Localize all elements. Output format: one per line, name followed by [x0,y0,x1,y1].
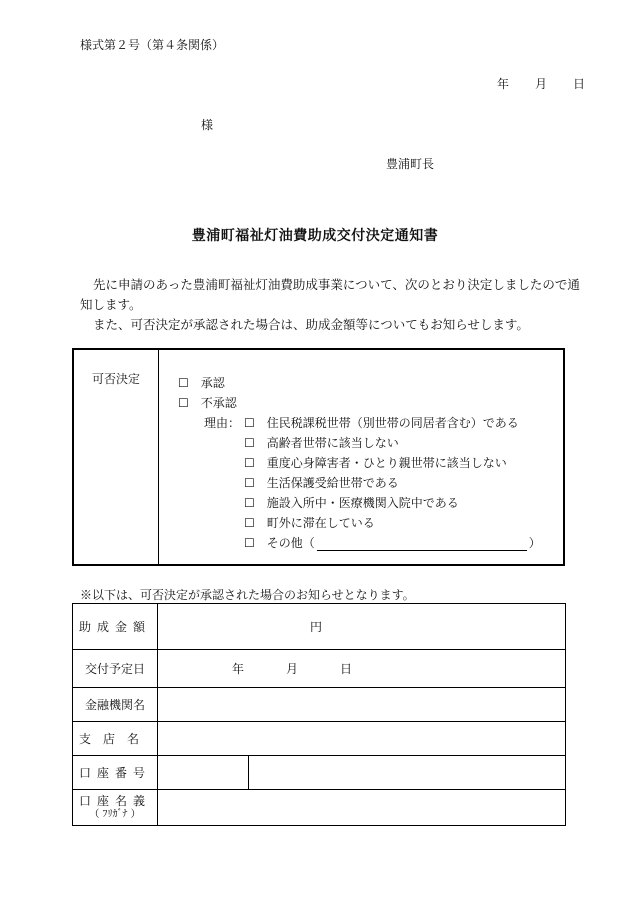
bank-field[interactable] [158,688,566,722]
reason-text-5: 町外に滞在している [266,516,375,530]
checkbox-reason-0[interactable]: ☐ [244,416,255,430]
checkbox-reason-5[interactable]: ☐ [244,516,255,530]
decision-box [72,348,565,566]
branch-field[interactable] [158,722,566,756]
reason-other-input[interactable] [317,538,527,551]
decision-label: 可否決定 [92,372,141,386]
reason-text-3: 生活保護受給世帯である [266,476,399,490]
account-number-field-b[interactable] [249,756,566,790]
reason-row-0[interactable] [204,414,519,431]
checkbox-reason-other[interactable]: ☐ [244,536,255,550]
option-rejected-label: 不承認 [200,396,237,410]
schedule-field[interactable] [158,650,566,688]
amount-unit: 円 [310,620,323,634]
reason-text-1: 高齢者世帯に該当しない [266,436,399,450]
document-title: 豊浦町福祉灯油費助成交付決定通知書 [191,228,439,244]
date-year: 年 [497,77,510,91]
branch-label: 支店名 [73,722,158,756]
row-schedule [73,650,566,688]
approval-note: ※以下は、可否決定が承認された場合のお知らせとなります。 [80,588,415,602]
form-number: 様式第２号（第４条関係） [80,38,225,52]
checkbox-reason-4[interactable]: ☐ [244,496,255,510]
checkbox-approved[interactable]: ☐ [178,376,189,390]
reason-row-3[interactable] [244,474,399,491]
checkbox-reason-3[interactable]: ☐ [244,476,255,490]
row-branch [73,722,566,756]
body-paragraph-1: 先に申請のあった豊浦町福祉灯油費助成事業について、次のとおり決定しましたので通知します。 [80,277,580,312]
reason-row-1[interactable] [244,434,399,451]
account-name-label-text: 口座名義 [78,793,151,808]
issuer: 豊浦町長 [386,157,435,171]
reason-text-4: 施設入所中・医療機関入院中である [266,496,459,510]
amount-field[interactable] [158,604,566,650]
body-text [80,275,585,335]
checkbox-rejected[interactable]: ☐ [178,396,189,410]
schedule-label: 交付予定日 [73,650,158,688]
account-name-field[interactable] [158,790,566,826]
reason-row-5[interactable] [244,514,375,531]
row-account-name [73,790,566,826]
body-paragraph-2: また、可否決定が承認された場合は、助成金額等についてもお知らせします。 [93,317,529,332]
reason-other-open: その他（ [266,536,315,550]
row-amount [73,604,566,650]
amount-label: 助成金額 [73,604,158,650]
account-name-label [73,790,158,826]
reason-row-4[interactable] [244,494,459,511]
date-month: 月 [535,77,548,91]
info-table [72,603,566,826]
date-line [497,75,585,92]
reason-row-other[interactable] [244,534,541,551]
account-number-label: 口座番号 [73,756,158,790]
reason-row-2[interactable] [244,454,507,471]
checkbox-reason-1[interactable]: ☐ [244,436,255,450]
option-rejected[interactable] [178,394,237,411]
option-approved-label: 承認 [200,376,225,390]
schedule-year: 年 [232,662,245,676]
account-name-kana: （ ﾌﾘｶﾞﾅ ） [89,808,141,820]
checkbox-reason-2[interactable]: ☐ [244,456,255,470]
addressee-suffix: 様 [201,118,214,132]
reason-text-0: 住民税課税世帯（別世帯の同居者含む）である [266,416,519,430]
account-number-field-a[interactable] [158,756,249,790]
reason-other-close: ） [528,536,541,550]
reason-text-2: 重度心身障害者・ひとり親世帯に該当しない [266,456,507,470]
option-approved[interactable] [178,374,225,391]
schedule-day: 日 [340,662,353,676]
reason-label: 理由： [204,416,241,430]
date-day: 日 [573,77,586,91]
bank-label: 金融機関名 [73,688,158,722]
schedule-month: 月 [286,662,299,676]
row-bank [73,688,566,722]
row-account-number [73,756,566,790]
decision-divider [158,350,159,564]
